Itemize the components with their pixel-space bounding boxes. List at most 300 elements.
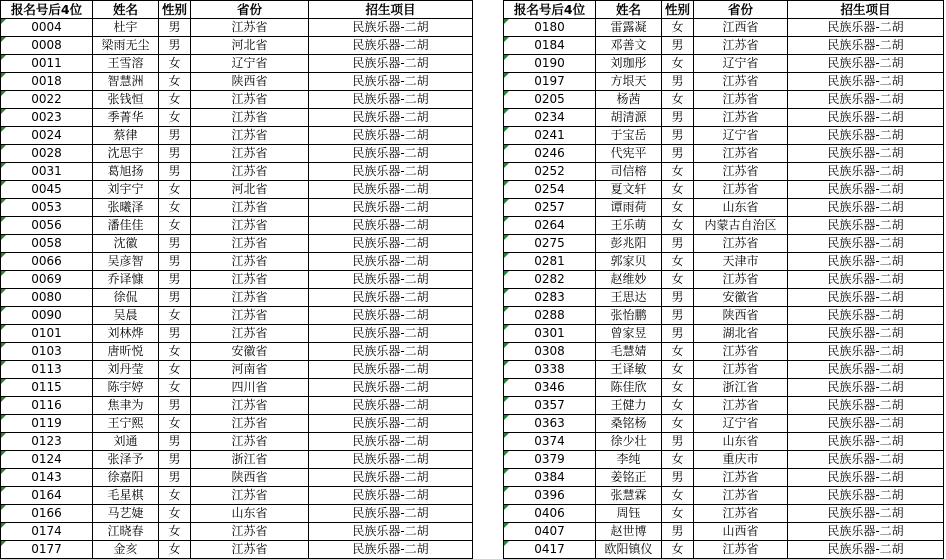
cell-gender[interactable]: 女 <box>662 415 694 433</box>
cell-name[interactable]: 沈思宇 <box>93 145 159 163</box>
cell-name[interactable]: 乔译慷 <box>93 271 159 289</box>
cell-province[interactable]: 天津市 <box>694 253 788 271</box>
cell-id[interactable]: 0234 <box>504 109 596 127</box>
cell-id[interactable]: 0069 <box>1 271 93 289</box>
cell-province[interactable]: 江苏省 <box>191 523 309 541</box>
cell-program[interactable]: 民族乐器-二胡 <box>309 145 473 163</box>
cell-id[interactable]: 0184 <box>504 37 596 55</box>
cell-id[interactable]: 0115 <box>1 379 93 397</box>
cell-name[interactable]: 方垠天 <box>596 73 662 91</box>
cell-program[interactable]: 民族乐器-二胡 <box>309 55 473 73</box>
cell-program[interactable]: 民族乐器-二胡 <box>788 523 944 541</box>
cell-name[interactable]: 谭雨荷 <box>596 199 662 217</box>
cell-province[interactable]: 江苏省 <box>191 289 309 307</box>
cell-gender[interactable]: 女 <box>662 505 694 523</box>
cell-province[interactable]: 江苏省 <box>191 109 309 127</box>
cell-program[interactable]: 民族乐器-二胡 <box>788 433 944 451</box>
cell-id[interactable]: 0119 <box>1 415 93 433</box>
cell-gender[interactable]: 女 <box>662 91 694 109</box>
cell-program[interactable]: 民族乐器-二胡 <box>309 19 473 37</box>
cell-gender[interactable]: 女 <box>662 19 694 37</box>
cell-gender[interactable]: 男 <box>662 289 694 307</box>
cell-id[interactable]: 0103 <box>1 343 93 361</box>
cell-gender[interactable]: 女 <box>159 415 191 433</box>
cell-province[interactable]: 江苏省 <box>191 19 309 37</box>
cell-name[interactable]: 司信榕 <box>596 163 662 181</box>
cell-name[interactable]: 杜宇 <box>93 19 159 37</box>
cell-id[interactable]: 0004 <box>1 19 93 37</box>
cell-name[interactable]: 胡清源 <box>596 109 662 127</box>
cell-gender[interactable]: 女 <box>662 487 694 505</box>
cell-program[interactable]: 民族乐器-二胡 <box>788 181 944 199</box>
cell-gender[interactable]: 女 <box>662 55 694 73</box>
cell-name[interactable]: 张钱恒 <box>93 91 159 109</box>
cell-name[interactable]: 张曦泽 <box>93 199 159 217</box>
cell-program[interactable]: 民族乐器-二胡 <box>788 487 944 505</box>
cell-name[interactable]: 李纯 <box>596 451 662 469</box>
cell-program[interactable]: 民族乐器-二胡 <box>309 505 473 523</box>
cell-name[interactable]: 刘珈彤 <box>596 55 662 73</box>
cell-program[interactable]: 民族乐器-二胡 <box>788 379 944 397</box>
cell-gender[interactable]: 女 <box>159 55 191 73</box>
cell-name[interactable]: 张怡鹏 <box>596 307 662 325</box>
cell-gender[interactable]: 男 <box>159 145 191 163</box>
cell-province[interactable]: 陕西省 <box>694 307 788 325</box>
cell-province[interactable]: 江苏省 <box>694 181 788 199</box>
cell-program[interactable]: 民族乐器-二胡 <box>309 253 473 271</box>
cell-gender[interactable]: 女 <box>662 397 694 415</box>
cell-province[interactable]: 江苏省 <box>191 397 309 415</box>
cell-gender[interactable]: 男 <box>662 325 694 343</box>
cell-id[interactable]: 0205 <box>504 91 596 109</box>
cell-province[interactable]: 辽宁省 <box>694 55 788 73</box>
cell-name[interactable]: 张慧霖 <box>596 487 662 505</box>
cell-id[interactable]: 0113 <box>1 361 93 379</box>
cell-gender[interactable]: 女 <box>662 343 694 361</box>
cell-province[interactable]: 江苏省 <box>694 271 788 289</box>
cell-id[interactable]: 0417 <box>504 541 596 559</box>
cell-id[interactable]: 0384 <box>504 469 596 487</box>
cell-province[interactable]: 湖北省 <box>694 325 788 343</box>
cell-id[interactable]: 0031 <box>1 163 93 181</box>
cell-province[interactable]: 江苏省 <box>191 217 309 235</box>
cell-name[interactable]: 季菁华 <box>93 109 159 127</box>
cell-id[interactable]: 0197 <box>504 73 596 91</box>
cell-name[interactable]: 张泽予 <box>93 451 159 469</box>
cell-program[interactable]: 民族乐器-二胡 <box>309 325 473 343</box>
cell-name[interactable]: 姜铭正 <box>596 469 662 487</box>
cell-province[interactable]: 重庆市 <box>694 451 788 469</box>
cell-name[interactable]: 王雪溶 <box>93 55 159 73</box>
cell-province[interactable]: 江苏省 <box>694 73 788 91</box>
cell-province[interactable]: 江苏省 <box>694 361 788 379</box>
cell-program[interactable]: 民族乐器-二胡 <box>788 505 944 523</box>
cell-province[interactable]: 江苏省 <box>191 433 309 451</box>
cell-gender[interactable]: 女 <box>159 199 191 217</box>
cell-id[interactable]: 0283 <box>504 289 596 307</box>
cell-gender[interactable]: 男 <box>159 127 191 145</box>
cell-program[interactable]: 民族乐器-二胡 <box>309 361 473 379</box>
cell-name[interactable]: 王宁熙 <box>93 415 159 433</box>
cell-gender[interactable]: 男 <box>662 469 694 487</box>
cell-program[interactable]: 民族乐器-二胡 <box>309 307 473 325</box>
cell-province[interactable]: 安徽省 <box>694 289 788 307</box>
cell-gender[interactable]: 男 <box>159 469 191 487</box>
cell-id[interactable]: 0045 <box>1 181 93 199</box>
cell-province[interactable]: 江苏省 <box>694 145 788 163</box>
cell-gender[interactable]: 女 <box>159 307 191 325</box>
cell-gender[interactable]: 女 <box>159 91 191 109</box>
cell-id[interactable]: 0011 <box>1 55 93 73</box>
cell-province[interactable]: 江苏省 <box>191 307 309 325</box>
cell-program[interactable]: 民族乐器-二胡 <box>788 307 944 325</box>
cell-program[interactable]: 民族乐器-二胡 <box>309 451 473 469</box>
cell-id[interactable]: 0190 <box>504 55 596 73</box>
cell-program[interactable]: 民族乐器-二胡 <box>788 415 944 433</box>
cell-name[interactable]: 陈佳欣 <box>596 379 662 397</box>
cell-name[interactable]: 江晓春 <box>93 523 159 541</box>
cell-name[interactable]: 雷露凝 <box>596 19 662 37</box>
cell-gender[interactable]: 女 <box>662 199 694 217</box>
cell-gender[interactable]: 女 <box>159 379 191 397</box>
cell-gender[interactable]: 女 <box>662 217 694 235</box>
cell-program[interactable]: 民族乐器-二胡 <box>309 343 473 361</box>
cell-program[interactable]: 民族乐器-二胡 <box>788 469 944 487</box>
cell-id[interactable]: 0241 <box>504 127 596 145</box>
cell-gender[interactable]: 男 <box>662 433 694 451</box>
cell-province[interactable]: 安徽省 <box>191 343 309 361</box>
cell-province[interactable]: 江苏省 <box>694 235 788 253</box>
cell-province[interactable]: 江苏省 <box>191 145 309 163</box>
cell-name[interactable]: 代宪平 <box>596 145 662 163</box>
cell-gender[interactable]: 男 <box>662 307 694 325</box>
cell-province[interactable]: 山东省 <box>694 199 788 217</box>
cell-name[interactable]: 唐昕悦 <box>93 343 159 361</box>
cell-id[interactable]: 0018 <box>1 73 93 91</box>
cell-id[interactable]: 0164 <box>1 487 93 505</box>
cell-name[interactable]: 赵世博 <box>596 523 662 541</box>
cell-province[interactable]: 内蒙古自治区 <box>694 217 788 235</box>
cell-gender[interactable]: 女 <box>159 505 191 523</box>
cell-id[interactable]: 0177 <box>1 541 93 559</box>
cell-gender[interactable]: 女 <box>159 361 191 379</box>
cell-gender[interactable]: 男 <box>159 19 191 37</box>
cell-gender[interactable]: 女 <box>662 253 694 271</box>
cell-province[interactable]: 河南省 <box>191 361 309 379</box>
cell-program[interactable]: 民族乐器-二胡 <box>788 361 944 379</box>
cell-program[interactable]: 民族乐器-二胡 <box>309 217 473 235</box>
cell-program[interactable]: 民族乐器-二胡 <box>788 271 944 289</box>
cell-gender[interactable]: 女 <box>662 541 694 559</box>
cell-program[interactable]: 民族乐器-二胡 <box>309 469 473 487</box>
cell-program[interactable]: 民族乐器-二胡 <box>788 91 944 109</box>
cell-name[interactable]: 毛慧婧 <box>596 343 662 361</box>
cell-gender[interactable]: 女 <box>662 361 694 379</box>
cell-name[interactable]: 吴晨 <box>93 307 159 325</box>
cell-province[interactable]: 山东省 <box>694 433 788 451</box>
cell-province[interactable]: 河北省 <box>191 37 309 55</box>
cell-gender[interactable]: 女 <box>159 73 191 91</box>
cell-gender[interactable]: 女 <box>662 451 694 469</box>
cell-id[interactable]: 0028 <box>1 145 93 163</box>
cell-province[interactable]: 江苏省 <box>191 325 309 343</box>
cell-gender[interactable]: 女 <box>159 487 191 505</box>
cell-gender[interactable]: 男 <box>662 523 694 541</box>
cell-name[interactable]: 周钰 <box>596 505 662 523</box>
cell-province[interactable]: 江苏省 <box>694 343 788 361</box>
cell-province[interactable]: 陕西省 <box>191 469 309 487</box>
cell-id[interactable]: 0022 <box>1 91 93 109</box>
cell-id[interactable]: 0056 <box>1 217 93 235</box>
cell-program[interactable]: 民族乐器-二胡 <box>309 73 473 91</box>
cell-province[interactable]: 江苏省 <box>694 163 788 181</box>
cell-id[interactable]: 0281 <box>504 253 596 271</box>
cell-province[interactable]: 江苏省 <box>694 487 788 505</box>
cell-gender[interactable]: 女 <box>159 541 191 559</box>
cell-name[interactable]: 蔡律 <box>93 127 159 145</box>
cell-gender[interactable]: 男 <box>159 289 191 307</box>
cell-program[interactable]: 民族乐器-二胡 <box>309 181 473 199</box>
cell-name[interactable]: 王思达 <box>596 289 662 307</box>
cell-id[interactable]: 0058 <box>1 235 93 253</box>
cell-name[interactable]: 王乐萌 <box>596 217 662 235</box>
cell-name[interactable]: 刘宇宁 <box>93 181 159 199</box>
cell-name[interactable]: 梁雨无尘 <box>93 37 159 55</box>
cell-province[interactable]: 山西省 <box>694 523 788 541</box>
cell-name[interactable]: 金亥 <box>93 541 159 559</box>
cell-name[interactable]: 毛星棋 <box>93 487 159 505</box>
cell-province[interactable]: 辽宁省 <box>694 415 788 433</box>
cell-program[interactable]: 民族乐器-二胡 <box>309 37 473 55</box>
cell-province[interactable]: 江苏省 <box>191 235 309 253</box>
cell-id[interactable]: 0023 <box>1 109 93 127</box>
cell-province[interactable]: 河北省 <box>191 181 309 199</box>
cell-gender[interactable]: 男 <box>662 109 694 127</box>
cell-id[interactable]: 0338 <box>504 361 596 379</box>
cell-id[interactable]: 0252 <box>504 163 596 181</box>
cell-id[interactable]: 0308 <box>504 343 596 361</box>
cell-name[interactable]: 杨茜 <box>596 91 662 109</box>
cell-name[interactable]: 徐侃 <box>93 289 159 307</box>
cell-name[interactable]: 徐少壮 <box>596 433 662 451</box>
cell-province[interactable]: 浙江省 <box>694 379 788 397</box>
cell-gender[interactable]: 男 <box>159 433 191 451</box>
cell-name[interactable]: 欧阳镇仪 <box>596 541 662 559</box>
cell-gender[interactable]: 男 <box>662 37 694 55</box>
cell-name[interactable]: 王健力 <box>596 397 662 415</box>
cell-program[interactable]: 民族乐器-二胡 <box>309 523 473 541</box>
cell-gender[interactable]: 女 <box>159 523 191 541</box>
cell-name[interactable]: 夏文轩 <box>596 181 662 199</box>
cell-program[interactable]: 民族乐器-二胡 <box>309 91 473 109</box>
cell-program[interactable]: 民族乐器-二胡 <box>788 73 944 91</box>
cell-id[interactable]: 0123 <box>1 433 93 451</box>
cell-gender[interactable]: 男 <box>159 235 191 253</box>
cell-program[interactable]: 民族乐器-二胡 <box>309 487 473 505</box>
cell-program[interactable]: 民族乐器-二胡 <box>309 397 473 415</box>
cell-id[interactable]: 0080 <box>1 289 93 307</box>
cell-name[interactable]: 徐嘉阳 <box>93 469 159 487</box>
cell-name[interactable]: 焦聿为 <box>93 397 159 415</box>
cell-gender[interactable]: 女 <box>662 181 694 199</box>
cell-name[interactable]: 智慧洲 <box>93 73 159 91</box>
cell-name[interactable]: 沈徽 <box>93 235 159 253</box>
cell-id[interactable]: 0406 <box>504 505 596 523</box>
cell-id[interactable]: 0363 <box>504 415 596 433</box>
cell-program[interactable]: 民族乐器-二胡 <box>309 163 473 181</box>
cell-province[interactable]: 江苏省 <box>191 253 309 271</box>
cell-name[interactable]: 潘佳佳 <box>93 217 159 235</box>
cell-id[interactable]: 0346 <box>504 379 596 397</box>
cell-name[interactable]: 于宝岳 <box>596 127 662 145</box>
cell-id[interactable]: 0264 <box>504 217 596 235</box>
cell-province[interactable]: 江苏省 <box>694 37 788 55</box>
cell-id[interactable]: 0288 <box>504 307 596 325</box>
cell-id[interactable]: 0254 <box>504 181 596 199</box>
cell-name[interactable]: 王译敏 <box>596 361 662 379</box>
cell-name[interactable]: 桑铭杨 <box>596 415 662 433</box>
cell-gender[interactable]: 男 <box>159 253 191 271</box>
cell-gender[interactable]: 男 <box>662 73 694 91</box>
cell-id[interactable]: 0257 <box>504 199 596 217</box>
cell-program[interactable]: 民族乐器-二胡 <box>788 19 944 37</box>
cell-gender[interactable]: 男 <box>159 271 191 289</box>
cell-program[interactable]: 民族乐器-二胡 <box>788 343 944 361</box>
cell-province[interactable]: 江西省 <box>694 19 788 37</box>
cell-program[interactable]: 民族乐器-二胡 <box>788 541 944 559</box>
cell-province[interactable]: 辽宁省 <box>694 127 788 145</box>
cell-province[interactable]: 江苏省 <box>191 271 309 289</box>
cell-program[interactable]: 民族乐器-二胡 <box>788 199 944 217</box>
cell-gender[interactable]: 男 <box>662 145 694 163</box>
cell-id[interactable]: 0357 <box>504 397 596 415</box>
cell-name[interactable]: 陈宇婷 <box>93 379 159 397</box>
cell-id[interactable]: 0275 <box>504 235 596 253</box>
cell-id[interactable]: 0180 <box>504 19 596 37</box>
cell-program[interactable]: 民族乐器-二胡 <box>788 235 944 253</box>
cell-program[interactable]: 民族乐器-二胡 <box>309 379 473 397</box>
cell-id[interactable]: 0101 <box>1 325 93 343</box>
cell-gender[interactable]: 女 <box>662 379 694 397</box>
cell-name[interactable]: 葛旭扬 <box>93 163 159 181</box>
cell-province[interactable]: 江苏省 <box>191 487 309 505</box>
cell-program[interactable]: 民族乐器-二胡 <box>788 397 944 415</box>
cell-id[interactable]: 0124 <box>1 451 93 469</box>
cell-province[interactable]: 江苏省 <box>191 163 309 181</box>
cell-id[interactable]: 0246 <box>504 145 596 163</box>
cell-name[interactable]: 赵维妙 <box>596 271 662 289</box>
cell-id[interactable]: 0090 <box>1 307 93 325</box>
cell-province[interactable]: 江苏省 <box>694 469 788 487</box>
cell-id[interactable]: 0174 <box>1 523 93 541</box>
cell-name[interactable]: 曾家昱 <box>596 325 662 343</box>
cell-name[interactable]: 马艺婕 <box>93 505 159 523</box>
cell-program[interactable]: 民族乐器-二胡 <box>309 289 473 307</box>
cell-gender[interactable]: 女 <box>159 343 191 361</box>
cell-gender[interactable]: 男 <box>662 127 694 145</box>
cell-province[interactable]: 江苏省 <box>191 541 309 559</box>
cell-gender[interactable]: 男 <box>662 235 694 253</box>
cell-gender[interactable]: 女 <box>662 163 694 181</box>
cell-id[interactable]: 0143 <box>1 469 93 487</box>
cell-program[interactable]: 民族乐器-二胡 <box>309 271 473 289</box>
cell-province[interactable]: 江苏省 <box>191 415 309 433</box>
cell-gender[interactable]: 男 <box>159 325 191 343</box>
cell-province[interactable]: 陕西省 <box>191 73 309 91</box>
cell-id[interactable]: 0396 <box>504 487 596 505</box>
cell-id[interactable]: 0282 <box>504 271 596 289</box>
cell-province[interactable]: 江苏省 <box>191 91 309 109</box>
cell-province[interactable]: 江苏省 <box>191 127 309 145</box>
cell-name[interactable]: 刘通 <box>93 433 159 451</box>
cell-program[interactable]: 民族乐器-二胡 <box>309 127 473 145</box>
cell-program[interactable]: 民族乐器-二胡 <box>788 163 944 181</box>
cell-province[interactable]: 浙江省 <box>191 451 309 469</box>
cell-id[interactable]: 0116 <box>1 397 93 415</box>
cell-program[interactable]: 民族乐器-二胡 <box>788 289 944 307</box>
cell-gender[interactable]: 男 <box>159 397 191 415</box>
cell-program[interactable]: 民族乐器-二胡 <box>788 109 944 127</box>
cell-id[interactable]: 0053 <box>1 199 93 217</box>
cell-id[interactable]: 0066 <box>1 253 93 271</box>
cell-gender[interactable]: 女 <box>159 181 191 199</box>
cell-id[interactable]: 0374 <box>504 433 596 451</box>
cell-province[interactable]: 山东省 <box>191 505 309 523</box>
cell-province[interactable]: 江苏省 <box>694 109 788 127</box>
cell-province[interactable]: 江苏省 <box>694 541 788 559</box>
cell-name[interactable]: 刘丹莹 <box>93 361 159 379</box>
cell-program[interactable]: 民族乐器-二胡 <box>788 127 944 145</box>
cell-name[interactable]: 刘林烨 <box>93 325 159 343</box>
cell-gender[interactable]: 男 <box>159 163 191 181</box>
cell-id[interactable]: 0379 <box>504 451 596 469</box>
cell-gender[interactable]: 男 <box>159 37 191 55</box>
cell-province[interactable]: 江苏省 <box>191 199 309 217</box>
cell-id[interactable]: 0166 <box>1 505 93 523</box>
cell-program[interactable]: 民族乐器-二胡 <box>788 451 944 469</box>
cell-name[interactable]: 邓善文 <box>596 37 662 55</box>
cell-name[interactable]: 吴彦智 <box>93 253 159 271</box>
cell-program[interactable]: 民族乐器-二胡 <box>309 433 473 451</box>
cell-program[interactable]: 民族乐器-二胡 <box>309 415 473 433</box>
cell-name[interactable]: 彭兆阳 <box>596 235 662 253</box>
cell-gender[interactable]: 女 <box>662 271 694 289</box>
cell-province[interactable]: 江苏省 <box>694 397 788 415</box>
cell-province[interactable]: 江苏省 <box>694 91 788 109</box>
cell-program[interactable]: 民族乐器-二胡 <box>788 217 944 235</box>
cell-program[interactable]: 民族乐器-二胡 <box>309 109 473 127</box>
cell-program[interactable]: 民族乐器-二胡 <box>788 253 944 271</box>
cell-id[interactable]: 0008 <box>1 37 93 55</box>
cell-program[interactable]: 民族乐器-二胡 <box>788 325 944 343</box>
cell-program[interactable]: 民族乐器-二胡 <box>309 541 473 559</box>
cell-province[interactable]: 江苏省 <box>694 505 788 523</box>
cell-name[interactable]: 郭家贝 <box>596 253 662 271</box>
cell-program[interactable]: 民族乐器-二胡 <box>309 235 473 253</box>
cell-program[interactable]: 民族乐器-二胡 <box>788 145 944 163</box>
cell-program[interactable]: 民族乐器-二胡 <box>788 37 944 55</box>
cell-id[interactable]: 0301 <box>504 325 596 343</box>
cell-province[interactable]: 四川省 <box>191 379 309 397</box>
cell-program[interactable]: 民族乐器-二胡 <box>788 55 944 73</box>
cell-program[interactable]: 民族乐器-二胡 <box>309 199 473 217</box>
cell-gender[interactable]: 男 <box>159 451 191 469</box>
cell-id[interactable]: 0407 <box>504 523 596 541</box>
cell-id[interactable]: 0024 <box>1 127 93 145</box>
cell-gender[interactable]: 女 <box>159 109 191 127</box>
cell-province[interactable]: 辽宁省 <box>191 55 309 73</box>
cell-gender[interactable]: 女 <box>159 217 191 235</box>
